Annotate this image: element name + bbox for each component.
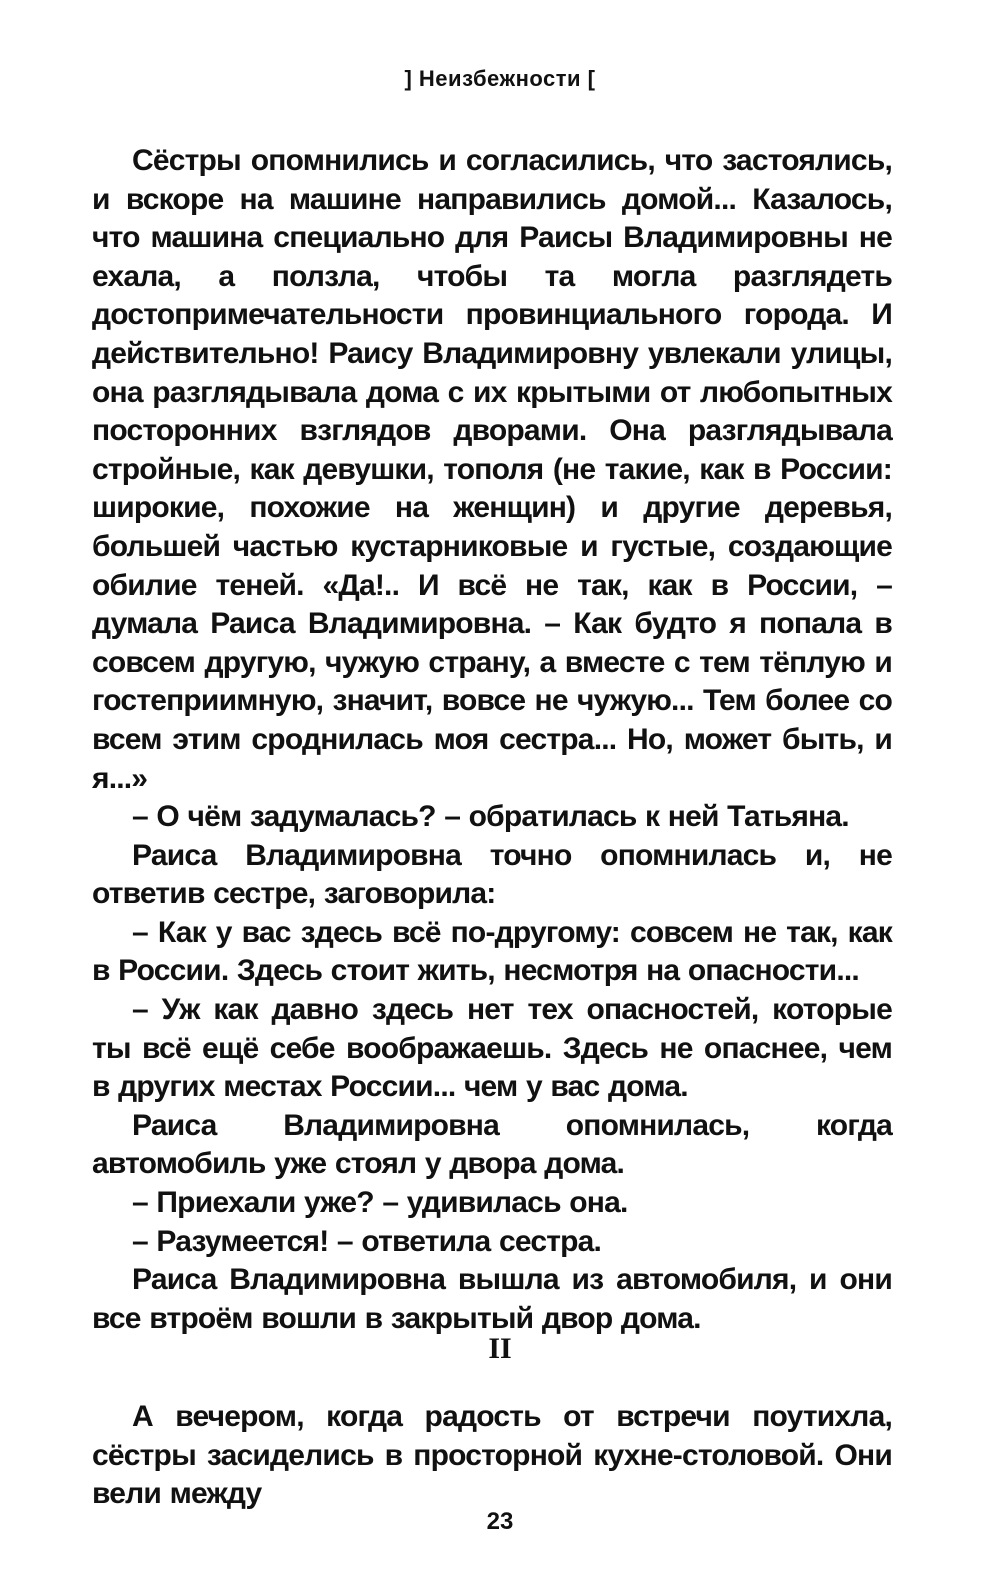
paragraph: – Разумеется! – ответила сестра. [132,1224,602,1258]
paragraph: – Приехали уже? – удивилась она. [132,1186,628,1220]
paragraph: Раиса Владимировна вышла из автомобиля, и они все втроём вошли в закрытый двор дома. [92,1263,892,1335]
running-head: ] Неизбежности [ [404,66,596,91]
page-number: 23 [486,1508,514,1535]
paragraph: Раиса Владимировна опомнилась, когда автомобиль уже стоял у двора дома. [92,1108,892,1181]
body-text-before-section [92,142,892,1338]
paragraph: Сёстры опомнились и согласились, что застоялись, и вскоре на машине направились домой... Казалось, что машина специально для Раисы Владимировны не ехала, а ползла, чтобы та могла разглядеть достопримечательности провинциального города. И действительно! Раису Владимировну увлекали улицы, она разглядывала дома с их крытыми от любопытных посторонних взглядов дворами. Она разглядывала стройные, как девушки, тополя (не такие, как в России: широкие, похожие на женщин) и другие деревья, большей частью кустарниковые и густые, создающие обилие теней. «Да!.. И всё не так, как в России, – думала Раиса Владимировна. – Как будто я попала в совсем другую, чужую страну, а вместе с тем тёплую и гостеприимную, значит, вовсе не чужую... Тем более со всем этим сроднилась моя сестра... Но, может быть, и я...» [92,144,892,795]
section-heading: II [488,1332,512,1365]
paragraph: Раиса Владимировна точно опомнилась и, не ответив сестре, заговорила: [92,838,892,911]
paragraph: А вечером, когда радость от встречи поутихла, сёстры засиделись в просторной кухне-столовой. Они вели между [92,1400,892,1511]
body-text-after-section [92,1398,892,1514]
paragraph: – О чём задумалась? – обратилась к ней Татьяна. [132,800,849,834]
paragraph: – Уж как давно здесь нет тех опасностей, которые ты всё ещё себе воображаешь. Здесь не опаснее, чем в других местах России... чем у вас дома. [92,993,892,1104]
paragraph: – Как у вас здесь всё по-другому: совсем не так, как в России. Здесь стоит жить, несмотря на опасности... [92,915,892,988]
